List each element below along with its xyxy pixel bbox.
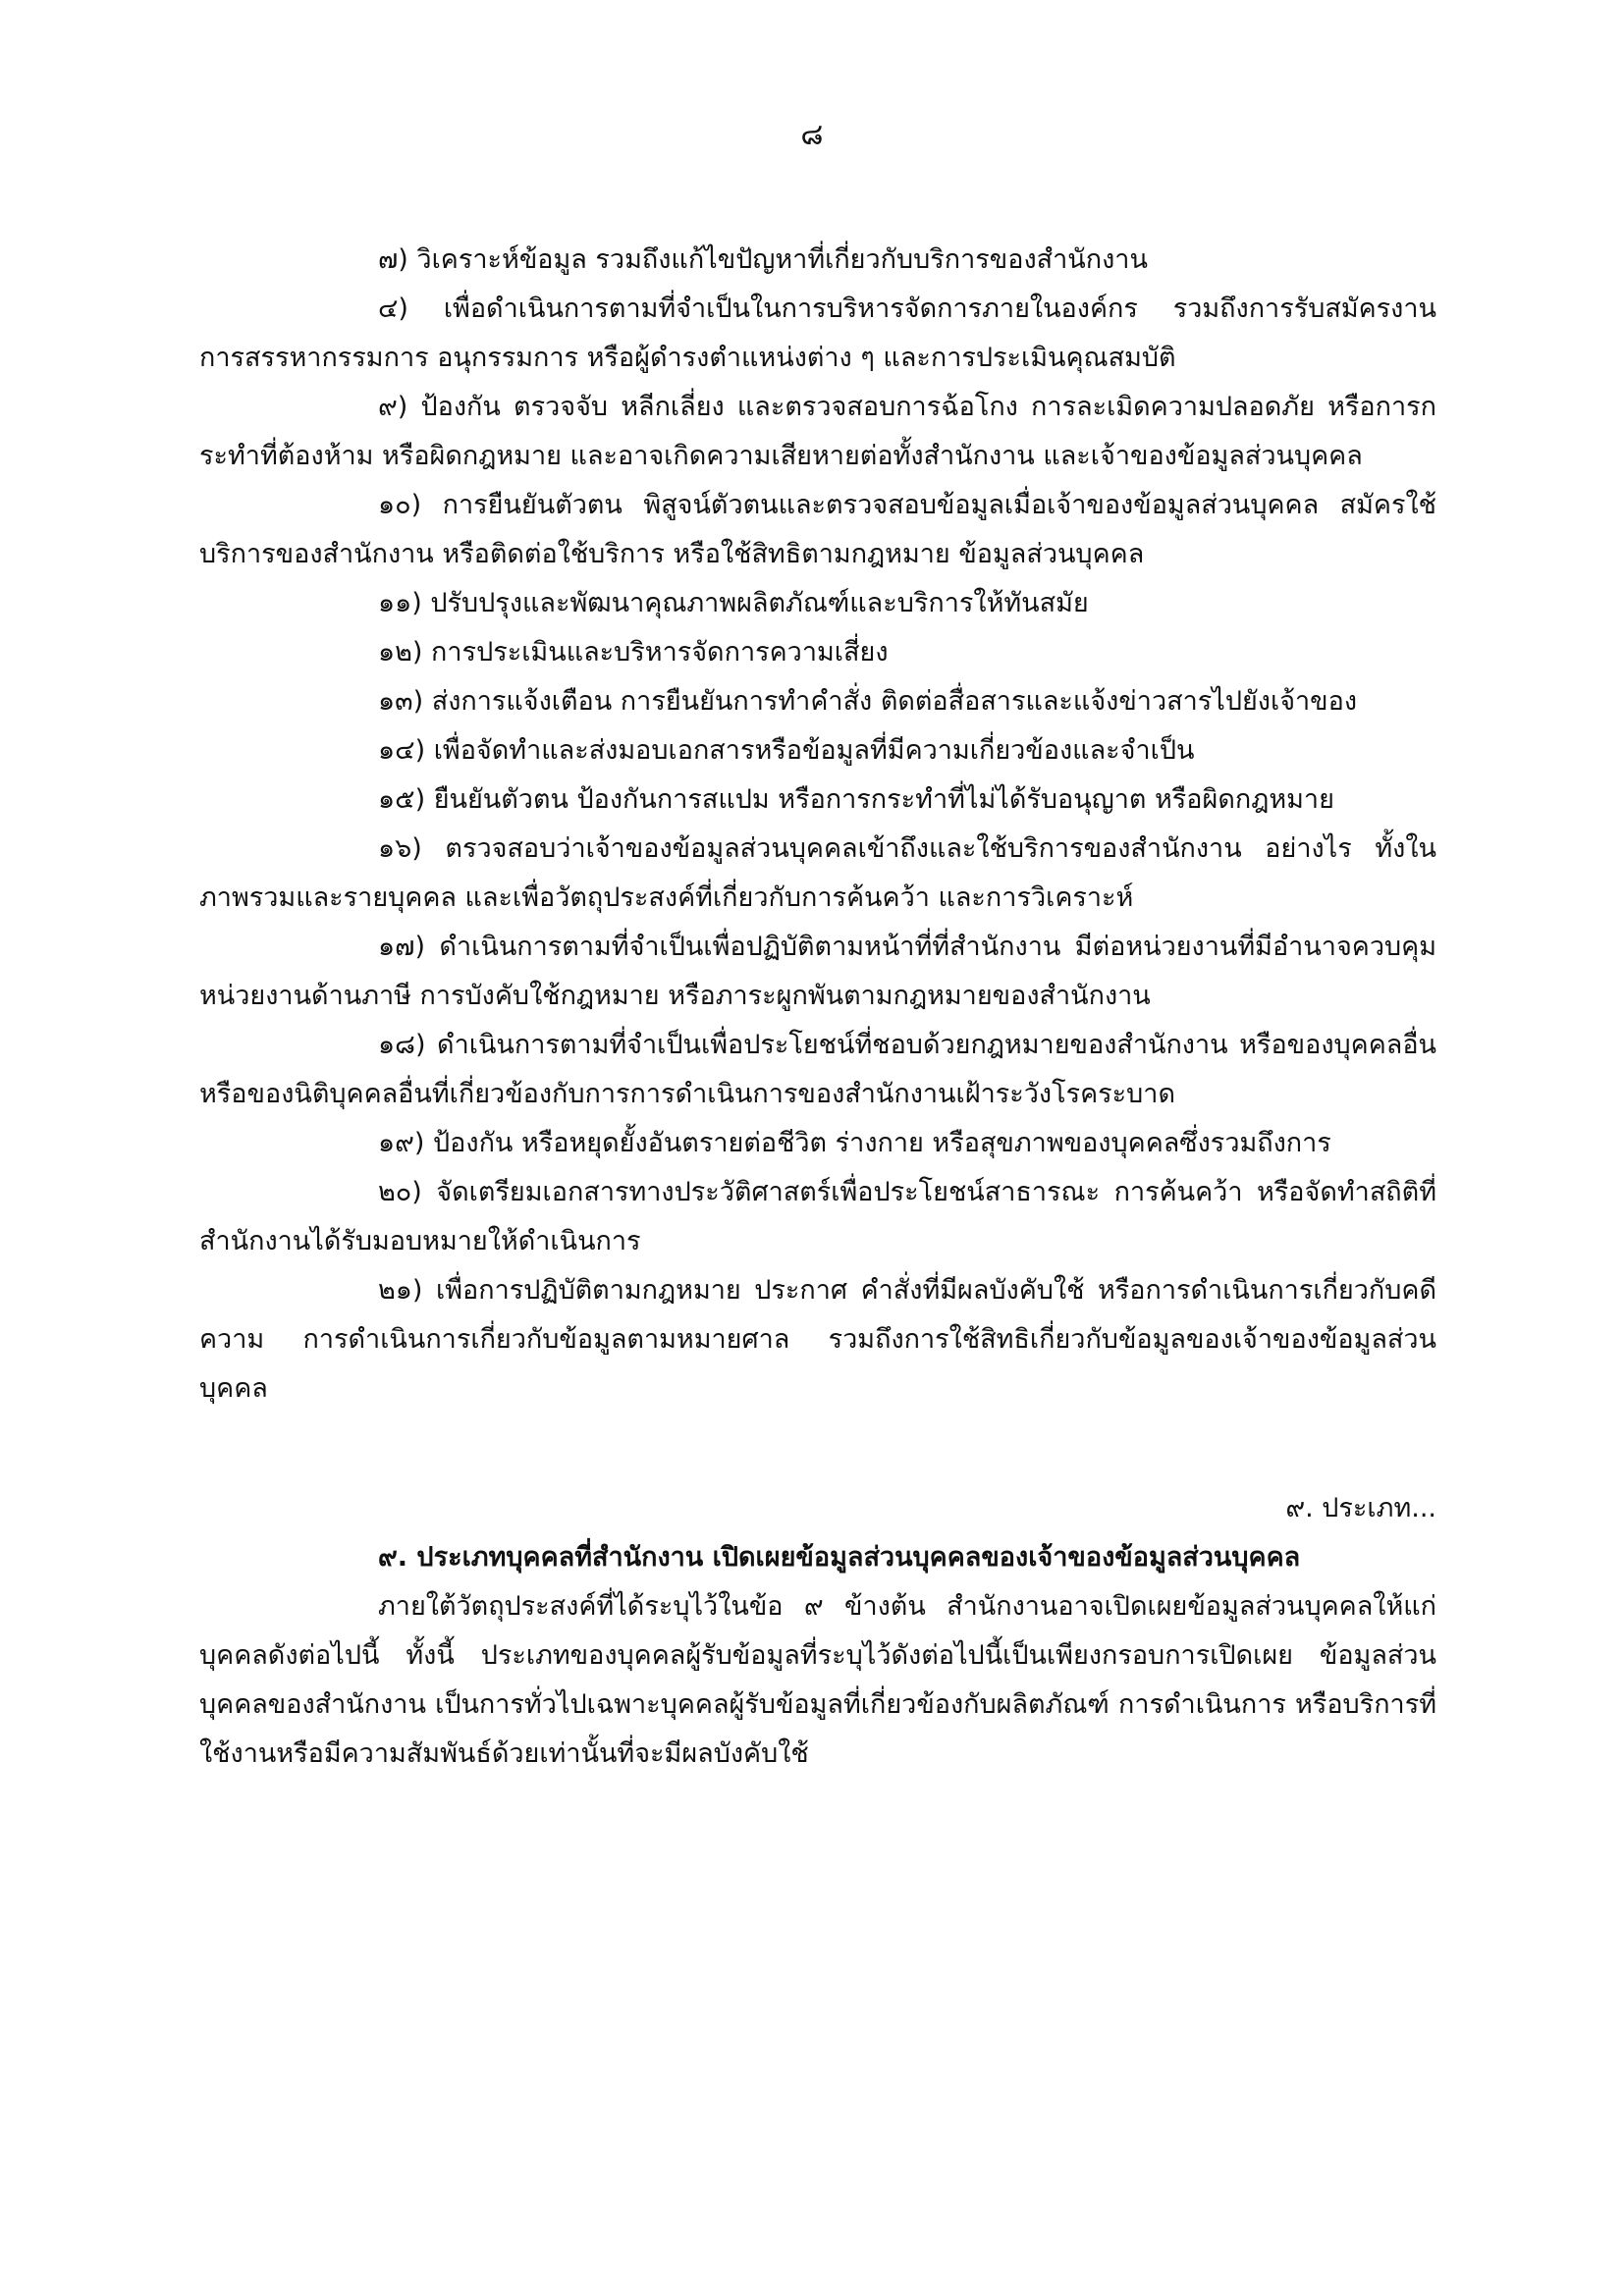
list-item-16: ๑๖) ตรวจสอบว่าเจ้าของข้อมูลส่วนบุคคลเข้าถึงและใช้บริการของสำนักงาน อย่างไร ทั้งในภาพรวมและรายบุคคล และเพื่อวัตถุประสงค์ที่เกี่ยวกับการค้นคว้า และการวิเคราะห์ — [199, 833, 1436, 913]
list-item-17: ๑๗) ดำเนินการตามที่จำเป็นเพื่อปฏิบัติตามหน้าที่ที่สำนักงาน มีต่อหน่วยงานที่มีอำนาจควบคุม หน่วยงานด้านภาษี การบังคับใช้กฎหมาย หรือภาระผูกพันตามกฎหมายของสำนักงาน — [199, 932, 1436, 1011]
list-item-10: ๑๐) การยืนยันตัวตน พิสูจน์ตัวตนและตรวจสอบข้อมูลเมื่อเจ้าของข้อมูลส่วนบุคคล สมัครใช้บริการของสำนักงาน หรือติดต่อใช้บริการ หรือใช้สิทธิตามกฎหมาย ข้อมูลส่วนบุคคล — [199, 490, 1436, 569]
section-paragraph: ภายใต้วัตถุประสงค์ที่ได้ระบุไว้ในข้อ ๙ ข้างต้น สำนักงานอาจเปิดเผยข้อมูลส่วนบุคคลให้แก่บุคคลดังต่อไปนี้ ทั้งนี้ ประเภทของบุคคลผู้รับข้อมูลที่ระบุไว้ดังต่อไปนี้เป็นเพียงกรอบการเปิดเผย ข้อมูลส่วนบุคคลของสำนักงาน เป็นการทั่วไปเฉพาะบุคคลผู้รับข้อมูลที่เกี่ยวข้องกับผลิตภัณฑ์ การดำเนินการ หรือบริการที่ใช้งานหรือมีความสัมพันธ์ด้วยเท่านั้นที่จะมีผลบังคับใช้ — [199, 1591, 1436, 1769]
list-item-13: ๑๓) ส่งการแจ้งเตือน การยืนยันการทำคำสั่ง ติดต่อสื่อสารและแจ้งข่าวสารไปยังเจ้าของ — [378, 686, 1358, 717]
list-item-11: ๑๑) ปรับปรุงและพัฒนาคุณภาพผลิตภัณฑ์และบริการให้ทันสมัย — [378, 588, 1089, 618]
list-item-18: ๑๘) ดำเนินการตามที่จำเป็นเพื่อประโยชน์ที่ชอบด้วยกฎหมายของสำนักงาน หรือของบุคคลอื่น หรือของนิติบุคคลอื่นที่เกี่ยวข้องกับการการดำเนินการของสำนักงานเฝ้าระวังโรคระบาด — [199, 1030, 1436, 1109]
list-item-12: ๑๒) การประเมินและบริหารจัดการความเสี่ยง — [378, 637, 889, 667]
section-heading: ๙. ประเภทบุคคลที่สำนักงาน เปิดเผยข้อมูลส่วนบุคคลของเจ้าของข้อมูลส่วนบุคคล — [378, 1542, 1301, 1573]
list-item-19: ๑๙) ป้องกัน หรือหยุดยั้งอันตรายต่อชีวิต ร่างกาย หรือสุขภาพของบุคคลซึ่งรวมถึงการ — [378, 1128, 1331, 1158]
document-body — [199, 236, 1436, 1779]
list-item-14: ๑๔) เพื่อจัดทำและส่งมอบเอกสารหรือข้อมูลที่มีความเกี่ยวข้องและจำเป็น — [378, 735, 1195, 766]
list-item-15: ๑๕) ยืนยันตัวตน ป้องกันการสแปม หรือการกระทำที่ไม่ได้รับอนุญาต หรือผิดกฎหมาย — [378, 784, 1334, 815]
continuation-marker: ๙. ประเภท... — [1285, 1493, 1436, 1523]
list-item-7: ๗) วิเคราะห์ข้อมูล รวมถึงแก้ไขปัญหาที่เกี่ยวกับบริการของสำนักงาน — [378, 244, 1148, 275]
list-item-8: ๔) เพื่อดำเนินการตามที่จำเป็นในการบริหารจัดการภายในองค์กร รวมถึงการรับสมัครงาน การสรรหากรรมการ อนุกรรมการ หรือผู้ดำรงตำแหน่งต่าง ๆ และการประเมินคุณสมบัติ — [199, 294, 1436, 373]
list-item-21: ๒๑) เพื่อการปฏิบัติตามกฎหมาย ประกาศ คำสั่งที่มีผลบังคับใช้ หรือการดำเนินการเกี่ยวกับคดีความ การดำเนินการเกี่ยวกับข้อมูลตามหมายศาล รวมถึงการใช้สิทธิเกี่ยวกับข้อมูลของเจ้าของข้อมูลส่วนบุคคล — [199, 1275, 1436, 1404]
list-item-9: ๙) ป้องกัน ตรวจจับ หลีกเลี่ยง และตรวจสอบการฉ้อโกง การละเมิดความปลอดภัย หรือการกระทำที่ต้องห้าม หรือผิดกฎหมาย และอาจเกิดความเสียหายต่อทั้งสำนักงาน และเจ้าของข้อมูลส่วนบุคคล — [199, 392, 1436, 471]
page-number: ๘ — [800, 118, 824, 152]
list-item-20: ๒๐) จัดเตรียมเอกสารทางประวัติศาสตร์เพื่อประโยชน์สาธารณะ การค้นคว้า หรือจัดทำสถิติที่สำนักงานได้รับมอบหมายให้ดำเนินการ — [199, 1177, 1436, 1256]
